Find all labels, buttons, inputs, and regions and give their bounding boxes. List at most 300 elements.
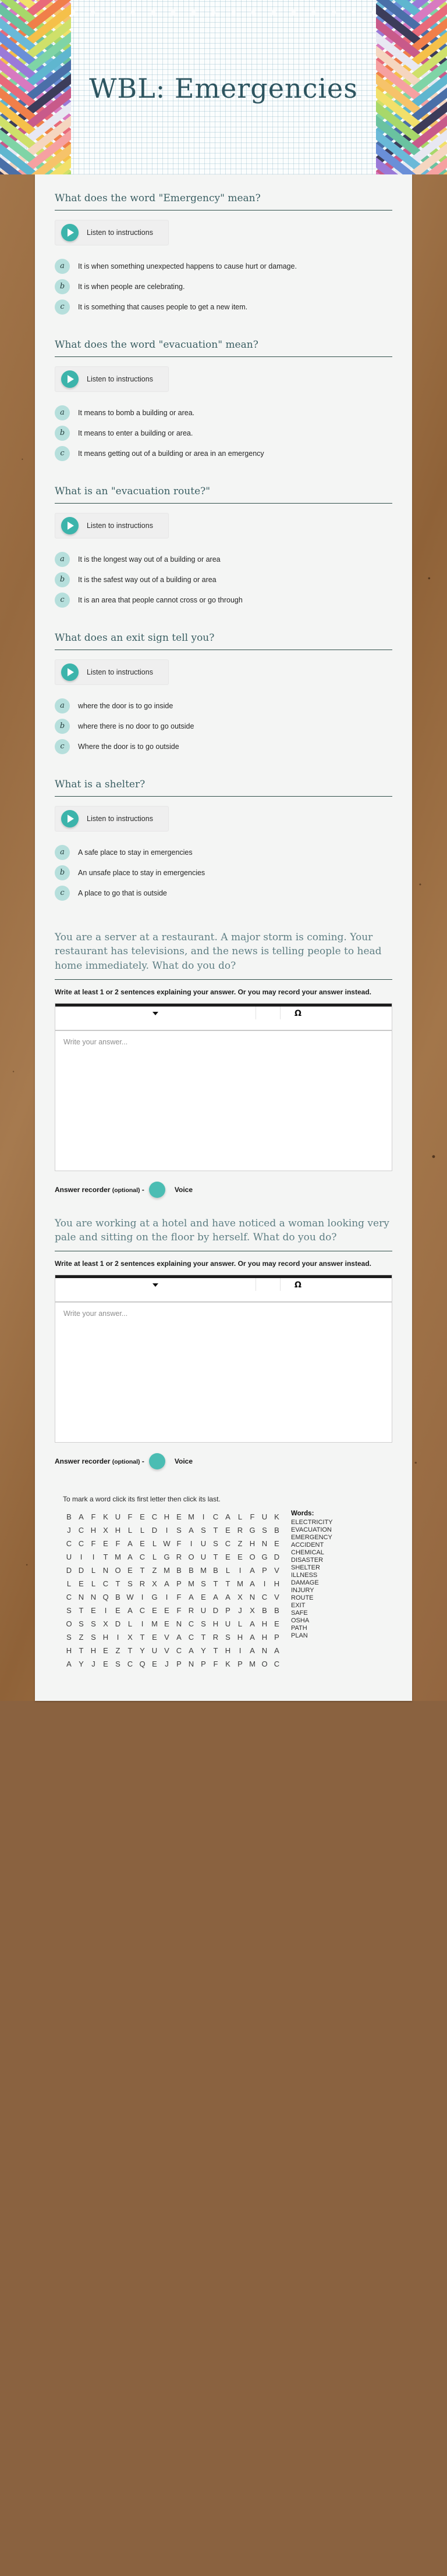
word-search-cell[interactable]: C	[188, 1632, 194, 1642]
answer-option[interactable]	[55, 279, 392, 294]
word-search-cell[interactable]: O	[188, 1552, 194, 1561]
word-search-cell[interactable]: W	[163, 1539, 171, 1548]
word-search-cell[interactable]: E	[164, 1605, 169, 1615]
word-search-cell[interactable]: T	[79, 1605, 84, 1615]
word-search-cell[interactable]: S	[262, 1525, 267, 1535]
record-button[interactable]	[149, 1182, 165, 1198]
word-search-cell[interactable]: T	[140, 1565, 145, 1575]
word-search-cell[interactable]: P	[176, 1659, 182, 1668]
word-search-cell[interactable]: I	[263, 1579, 266, 1588]
word-search-cell[interactable]: T	[127, 1646, 133, 1655]
word-search-cell[interactable]: L	[237, 1619, 243, 1628]
word-search-cell[interactable]: A	[225, 1592, 230, 1601]
word-search-cell[interactable]: S	[176, 1525, 182, 1535]
word-search-cell[interactable]: L	[91, 1579, 96, 1588]
word-search-cell[interactable]: I	[165, 1525, 168, 1535]
word-search-cell[interactable]: E	[115, 1605, 120, 1615]
word-search-cell[interactable]: J	[165, 1659, 169, 1668]
word-search-cell[interactable]: I	[104, 1605, 107, 1615]
word-search-cell[interactable]: Z	[237, 1539, 243, 1548]
word-search-cell[interactable]: E	[237, 1552, 243, 1561]
word-search-cell[interactable]: H	[90, 1525, 97, 1535]
option-text: where the door is to go inside	[78, 701, 173, 710]
word-search-cell[interactable]: K	[225, 1659, 230, 1668]
answer-option[interactable]	[55, 426, 392, 441]
word-search-cell[interactable]: C	[188, 1619, 194, 1628]
word-search-cell[interactable]: D	[151, 1525, 158, 1535]
word-search-cell[interactable]: F	[213, 1659, 218, 1668]
word-search-cell[interactable]: A	[213, 1592, 218, 1601]
option-letter-badge: a	[55, 845, 70, 860]
option-text: An unsafe place to stay in emergencies	[78, 868, 205, 877]
word-search-cell[interactable]: M	[188, 1579, 194, 1588]
word-search-cell[interactable]: L	[127, 1619, 133, 1628]
word-list-item: PLAN	[291, 1632, 308, 1639]
word-search-cell[interactable]: S	[115, 1659, 120, 1668]
word-search-cell[interactable]: E	[103, 1539, 108, 1548]
answer-option[interactable]	[55, 552, 392, 567]
word-search-cell[interactable]: P	[237, 1659, 243, 1668]
rich-text-editor[interactable]	[55, 1003, 392, 1171]
listen-button-label: Listen to instructions	[87, 374, 153, 383]
word-search-cell[interactable]: E	[201, 1592, 206, 1601]
word-search-cell[interactable]: L	[66, 1579, 72, 1588]
word-search-cell[interactable]: I	[190, 1539, 193, 1548]
question-divider	[55, 503, 392, 504]
option-text: It is when something unexpected happens to cause hurt or damage.	[78, 262, 297, 270]
word-search-cell[interactable]: A	[250, 1632, 255, 1642]
word-search-cell[interactable]: B	[66, 1512, 72, 1521]
answer-option[interactable]	[55, 865, 392, 880]
word-search-cell[interactable]: Q	[102, 1592, 109, 1601]
word-search-cell[interactable]: T	[213, 1646, 218, 1655]
listen-button-label: Listen to instructions	[87, 814, 153, 823]
word-search-cell[interactable]: B	[274, 1525, 279, 1535]
word-search-cell[interactable]: T	[213, 1579, 218, 1588]
word-search-cell[interactable]: V	[164, 1646, 169, 1655]
word-search-cell[interactable]: E	[152, 1632, 157, 1642]
word-search-cell[interactable]: M	[249, 1659, 256, 1668]
word-search-cell[interactable]: X	[250, 1605, 255, 1615]
word-search-cell[interactable]: C	[176, 1646, 182, 1655]
word-search-cell[interactable]: S	[91, 1632, 96, 1642]
word-search-cell[interactable]: L	[91, 1565, 96, 1575]
word-search-cell[interactable]: F	[127, 1512, 133, 1521]
word-search-cell[interactable]: R	[188, 1605, 194, 1615]
word-search-cell[interactable]: Y	[201, 1646, 206, 1655]
word-search-cell[interactable]: H	[225, 1646, 231, 1655]
word-search-cell[interactable]: R	[237, 1525, 243, 1535]
word-search-cell[interactable]: G	[164, 1552, 170, 1561]
word-search-cell[interactable]: A	[189, 1592, 194, 1601]
word-search-cell[interactable]: A	[164, 1579, 169, 1588]
word-search-cell[interactable]: E	[140, 1512, 145, 1521]
word-search-cell[interactable]: M	[237, 1579, 243, 1588]
rich-text-editor[interactable]	[55, 1275, 392, 1443]
word-search-cell[interactable]: I	[141, 1592, 144, 1601]
word-search-cell[interactable]: I	[202, 1512, 205, 1521]
listen-to-instructions-button[interactable]	[55, 220, 169, 245]
word-search-cell[interactable]: T	[140, 1632, 145, 1642]
free-response-block	[55, 918, 392, 1204]
word-search-cell[interactable]: E	[274, 1539, 279, 1548]
word-search-cell[interactable]: T	[225, 1579, 230, 1588]
word-search-cell[interactable]: N	[176, 1619, 182, 1628]
question-block	[55, 625, 392, 771]
word-search-cell[interactable]: C	[102, 1579, 109, 1588]
word-search-cell[interactable]: N	[90, 1592, 97, 1601]
word-search-cell[interactable]: E	[79, 1579, 84, 1588]
word-search-cell[interactable]: H	[115, 1525, 121, 1535]
word-search-cell[interactable]: I	[141, 1619, 144, 1628]
word-search-cell[interactable]: C	[127, 1659, 133, 1668]
word-search-cell[interactable]: N	[261, 1539, 268, 1548]
word-search-cell[interactable]: A	[250, 1619, 255, 1628]
banner-dot	[251, 9, 256, 16]
word-search-cell[interactable]: H	[66, 1646, 72, 1655]
word-search-cell[interactable]: S	[225, 1632, 230, 1642]
word-search-cell[interactable]: H	[90, 1646, 97, 1655]
format-dropdown-button[interactable]	[55, 1007, 256, 1019]
word-search-cell[interactable]: H	[237, 1632, 243, 1642]
word-search-cell[interactable]: C	[151, 1512, 158, 1521]
word-search-cell[interactable]: A	[66, 1659, 72, 1668]
option-letter-badge: b	[55, 719, 70, 734]
free-response-prompt: You are working at a hotel and have noticed a woman looking very pale and sitting on the floor by herself. What do you do?	[55, 1217, 389, 1244]
option-letter-badge: b	[55, 572, 70, 587]
answer-option[interactable]	[55, 446, 392, 461]
word-search-cell[interactable]: P	[274, 1632, 279, 1642]
word-search-cell[interactable]: X	[103, 1619, 108, 1628]
question-title: What does an exit sign tell you?	[55, 631, 215, 644]
answer-option[interactable]	[55, 299, 392, 315]
listen-to-instructions-button[interactable]	[55, 659, 169, 685]
free-response-divider	[55, 979, 392, 980]
word-search-cell[interactable]: Z	[152, 1565, 157, 1575]
special-character-button[interactable]	[281, 1007, 315, 1019]
word-search-cell[interactable]: I	[239, 1646, 242, 1655]
word-search-cell[interactable]: H	[249, 1539, 256, 1548]
answer-option[interactable]	[55, 259, 392, 274]
word-search-cell[interactable]: M	[188, 1512, 194, 1521]
word-search-cell[interactable]: E	[164, 1619, 169, 1628]
word-search-cell[interactable]: U	[66, 1552, 72, 1561]
free-response-block	[55, 1204, 392, 1475]
play-icon	[61, 810, 79, 827]
word-search-cell[interactable]: I	[116, 1632, 119, 1642]
word-search-cell[interactable]: C	[78, 1525, 84, 1535]
word-search-cell[interactable]: E	[103, 1659, 108, 1668]
word-search-cell[interactable]: F	[91, 1512, 96, 1521]
answer-option[interactable]	[55, 405, 392, 420]
word-search-cell[interactable]: C	[212, 1512, 219, 1521]
word-search-cell[interactable]: F	[176, 1539, 182, 1548]
word-search-cell[interactable]: Q	[139, 1659, 146, 1668]
word-search-cell[interactable]: B	[274, 1605, 279, 1615]
word-search-cell[interactable]: F	[250, 1512, 255, 1521]
option-letter-badge: b	[55, 279, 70, 294]
word-search-cell[interactable]: U	[261, 1512, 268, 1521]
recorder-optional-text: (optional)	[112, 1186, 140, 1194]
word-search-cell[interactable]: H	[212, 1619, 219, 1628]
answer-option[interactable]	[55, 845, 392, 860]
word-search-cell[interactable]: C	[78, 1539, 84, 1548]
word-search-cell[interactable]: A	[176, 1632, 182, 1642]
editor-toolbar	[55, 1007, 392, 1031]
option-text: Where the door is to go outside	[78, 742, 179, 751]
listen-to-instructions-button[interactable]	[55, 513, 169, 538]
answer-textarea[interactable]: Write your answer...	[55, 1031, 392, 1171]
word-search-cell[interactable]: E	[127, 1565, 133, 1575]
word-list-item: CHEMICAL	[291, 1549, 324, 1557]
word-search-cell[interactable]: S	[91, 1619, 96, 1628]
word-search-cell[interactable]: L	[152, 1552, 157, 1561]
listen-to-instructions-button[interactable]	[55, 366, 169, 392]
word-search-cell[interactable]: D	[115, 1619, 121, 1628]
option-text: It is an area that people cannot cross or go through	[78, 595, 243, 604]
word-search-cell[interactable]: T	[213, 1552, 218, 1561]
word-search-cell[interactable]: B	[115, 1592, 120, 1601]
word-list-item: INJURY	[291, 1587, 314, 1594]
word-search-cell[interactable]: C	[139, 1552, 146, 1561]
word-search-cell[interactable]: G	[249, 1525, 256, 1535]
word-search-cell[interactable]: T	[79, 1646, 84, 1655]
recorder-label-text: Answer recorder	[55, 1457, 111, 1465]
word-search-cell[interactable]: F	[176, 1592, 182, 1601]
option-letter-badge: c	[55, 299, 70, 315]
word-list-item: SAFE	[291, 1610, 308, 1617]
word-search-cell[interactable]: N	[102, 1565, 109, 1575]
word-search-cell[interactable]: X	[127, 1632, 133, 1642]
word-search-cell[interactable]: R	[212, 1632, 219, 1642]
word-search-cell[interactable]: M	[200, 1565, 207, 1575]
word-search-cell[interactable]: E	[91, 1605, 96, 1615]
word-search-cell[interactable]: T	[115, 1579, 120, 1588]
word-search-cell[interactable]: U	[225, 1619, 231, 1628]
word-search-cell[interactable]: U	[200, 1552, 207, 1561]
word-search-cell[interactable]: O	[66, 1619, 72, 1628]
word-search-cell[interactable]: J	[238, 1605, 242, 1615]
word-search-cell[interactable]: O	[249, 1552, 256, 1561]
play-icon	[61, 224, 79, 241]
chevron-pattern-left	[0, 0, 71, 174]
omega-icon: Ω	[295, 1008, 301, 1018]
word-search-cell[interactable]: E	[225, 1525, 230, 1535]
question-block	[55, 771, 392, 918]
word-search-cell[interactable]: A	[189, 1525, 194, 1535]
word-search-cell[interactable]: X	[237, 1592, 243, 1601]
word-search-cell[interactable]: A	[274, 1646, 279, 1655]
option-text: A safe place to stay in emergencies	[78, 848, 193, 857]
word-list-item: ROUTE	[291, 1594, 314, 1602]
word-search-cell[interactable]: N	[188, 1659, 194, 1668]
word-search-cell[interactable]: I	[80, 1552, 83, 1561]
word-search-cell[interactable]: J	[67, 1525, 71, 1535]
word-search-cell[interactable]: L	[237, 1512, 243, 1521]
word-search-cell[interactable]: A	[225, 1512, 230, 1521]
answer-textarea[interactable]: Write your answer...	[55, 1303, 392, 1442]
word-search-cell[interactable]: K	[103, 1512, 108, 1521]
word-search-cell[interactable]: O	[115, 1565, 121, 1575]
question-title: What is a shelter?	[55, 778, 146, 790]
word-search-cell[interactable]: A	[79, 1512, 84, 1521]
option-letter-badge: c	[55, 446, 70, 461]
word-search-cell[interactable]: F	[115, 1539, 120, 1548]
word-search-cell[interactable]: N	[249, 1592, 256, 1601]
word-search-cell[interactable]: H	[261, 1632, 268, 1642]
word-search-cell[interactable]: E	[176, 1512, 182, 1521]
listen-button-label: Listen to instructions	[87, 668, 153, 676]
answer-recorder-row	[55, 1182, 392, 1198]
word-search-cell[interactable]: R	[176, 1552, 182, 1561]
answer-option[interactable]	[55, 572, 392, 587]
word-search-cell[interactable]: G	[261, 1552, 268, 1561]
word-search-cell[interactable]: K	[274, 1512, 279, 1521]
banner-dot-strip	[71, 8, 376, 16]
word-search-cell[interactable]: C	[261, 1592, 268, 1601]
word-search-cell[interactable]: U	[115, 1512, 121, 1521]
word-search-cell[interactable]: L	[225, 1565, 230, 1575]
word-search-cell[interactable]: T	[213, 1525, 218, 1535]
word-search-cell[interactable]: R	[139, 1579, 146, 1588]
word-search-cell[interactable]: A	[127, 1539, 133, 1548]
option-text: It means to enter a building or area.	[78, 429, 193, 437]
word-search-cell[interactable]: M	[164, 1565, 170, 1575]
word-search-cell[interactable]: S	[201, 1525, 206, 1535]
format-dropdown-button[interactable]	[55, 1278, 256, 1291]
word-search-cell[interactable]: M	[151, 1619, 158, 1628]
word-search-cell[interactable]: S	[201, 1619, 206, 1628]
word-search-cell[interactable]: E	[140, 1539, 145, 1548]
word-search-grid[interactable]	[63, 1510, 283, 1671]
word-search-cell[interactable]: S	[127, 1579, 133, 1588]
play-icon	[61, 517, 79, 534]
answer-option[interactable]	[55, 886, 392, 901]
word-search-cell[interactable]: D	[274, 1552, 280, 1561]
word-search-cell[interactable]: N	[261, 1646, 268, 1655]
recorder-dash: -	[141, 1185, 144, 1194]
banner-dot	[292, 9, 296, 16]
word-search-cell[interactable]: P	[262, 1565, 267, 1575]
word-search-cell[interactable]: S	[66, 1632, 72, 1642]
answer-option[interactable]	[55, 698, 392, 713]
word-search-cell[interactable]: P	[176, 1579, 182, 1588]
word-search-cell[interactable]: F	[176, 1605, 182, 1615]
word-search-cell[interactable]: U	[200, 1539, 207, 1548]
word-search-cell[interactable]: E	[225, 1552, 230, 1561]
special-character-button[interactable]	[281, 1278, 315, 1291]
word-search-cell[interactable]: T	[201, 1632, 206, 1642]
word-search-cell[interactable]: A	[250, 1579, 255, 1588]
word-search-cell[interactable]: L	[127, 1525, 133, 1535]
word-search-cell[interactable]: U	[151, 1646, 158, 1655]
banner-dot	[171, 9, 175, 16]
word-search-cell[interactable]: T	[103, 1552, 108, 1561]
banner-dot	[91, 9, 95, 16]
word-search-cell[interactable]: D	[66, 1565, 72, 1575]
option-letter-badge: c	[55, 593, 70, 608]
word-search-cell[interactable]: C	[274, 1659, 280, 1668]
word-search-cell[interactable]: G	[151, 1592, 158, 1601]
word-search-cell[interactable]: C	[66, 1539, 72, 1548]
word-search-cell[interactable]: P	[201, 1659, 206, 1668]
banner-dot	[232, 9, 236, 16]
word-search-cell[interactable]: Z	[79, 1632, 84, 1642]
word-search-cell[interactable]: H	[102, 1632, 109, 1642]
editor-toolbar	[55, 1278, 392, 1303]
answer-option[interactable]	[55, 739, 392, 754]
word-search-cell[interactable]: H	[274, 1579, 280, 1588]
word-search-cell[interactable]: Y	[79, 1659, 84, 1668]
word-search-cell[interactable]: U	[200, 1605, 207, 1615]
word-search-cell[interactable]: L	[140, 1525, 145, 1535]
word-search-cell[interactable]: S	[66, 1605, 72, 1615]
word-search-cell[interactable]: B	[213, 1565, 218, 1575]
word-search-cell[interactable]: Z	[115, 1646, 120, 1655]
word-search-cell[interactable]: B	[189, 1565, 194, 1575]
word-search-cell[interactable]: F	[91, 1539, 96, 1548]
word-search-cell[interactable]: A	[250, 1646, 255, 1655]
word-search-cell[interactable]: B	[262, 1605, 267, 1615]
word-search-cell[interactable]: S	[213, 1539, 218, 1548]
word-search-cell[interactable]: E	[152, 1605, 157, 1615]
word-search-cell[interactable]: H	[261, 1619, 268, 1628]
word-search-cell[interactable]: S	[201, 1579, 206, 1588]
word-search-cell[interactable]: I	[165, 1592, 168, 1601]
word-search-cell[interactable]: M	[115, 1552, 121, 1561]
banner-dot	[332, 9, 336, 16]
word-search-cell[interactable]: W	[126, 1592, 134, 1601]
word-search-cell[interactable]: V	[274, 1592, 279, 1601]
word-search-cell[interactable]: E	[152, 1659, 157, 1668]
word-search-cell[interactable]: X	[152, 1579, 157, 1588]
word-search-cell[interactable]: A	[189, 1646, 194, 1655]
word-search-cell[interactable]: B	[176, 1565, 182, 1575]
word-search-cell[interactable]: D	[212, 1605, 219, 1615]
word-search-cell[interactable]: X	[103, 1525, 108, 1535]
word-search-cell[interactable]: V	[274, 1565, 279, 1575]
word-search-cell[interactable]: D	[78, 1565, 84, 1575]
record-button[interactable]	[149, 1453, 165, 1469]
chevron-down-icon	[152, 1012, 158, 1015]
word-search-cell[interactable]: O	[261, 1659, 268, 1668]
word-search-cell[interactable]: E	[103, 1646, 108, 1655]
word-search-cell[interactable]: P	[225, 1605, 230, 1615]
word-search-cell[interactable]: I	[92, 1552, 95, 1561]
word-search-cell[interactable]: C	[66, 1592, 72, 1601]
word-search-cell[interactable]: A	[127, 1605, 133, 1615]
word-search-cell[interactable]: E	[274, 1619, 279, 1628]
answer-option[interactable]	[55, 593, 392, 608]
listen-to-instructions-button[interactable]	[55, 806, 169, 832]
answer-option[interactable]	[55, 719, 392, 734]
word-list-item: EXIT	[291, 1602, 306, 1610]
word-search-cell[interactable]: J	[91, 1659, 95, 1668]
word-search-cell[interactable]: I	[239, 1565, 242, 1575]
word-search-cell[interactable]: Y	[140, 1646, 145, 1655]
word-search-cell[interactable]: H	[164, 1512, 170, 1521]
word-search-cell[interactable]: L	[152, 1539, 157, 1548]
word-search-cell[interactable]: A	[250, 1565, 255, 1575]
word-search-cell[interactable]: C	[225, 1539, 231, 1548]
word-search-cell[interactable]: C	[139, 1605, 146, 1615]
word-search-cell[interactable]: N	[78, 1592, 84, 1601]
option-text: It is something that causes people to get a new item.	[78, 302, 248, 311]
word-search-cell[interactable]: S	[79, 1619, 84, 1628]
word-search-cell[interactable]: A	[127, 1552, 133, 1561]
option-letter-badge: a	[55, 259, 70, 274]
word-search-cell[interactable]: V	[164, 1632, 169, 1642]
